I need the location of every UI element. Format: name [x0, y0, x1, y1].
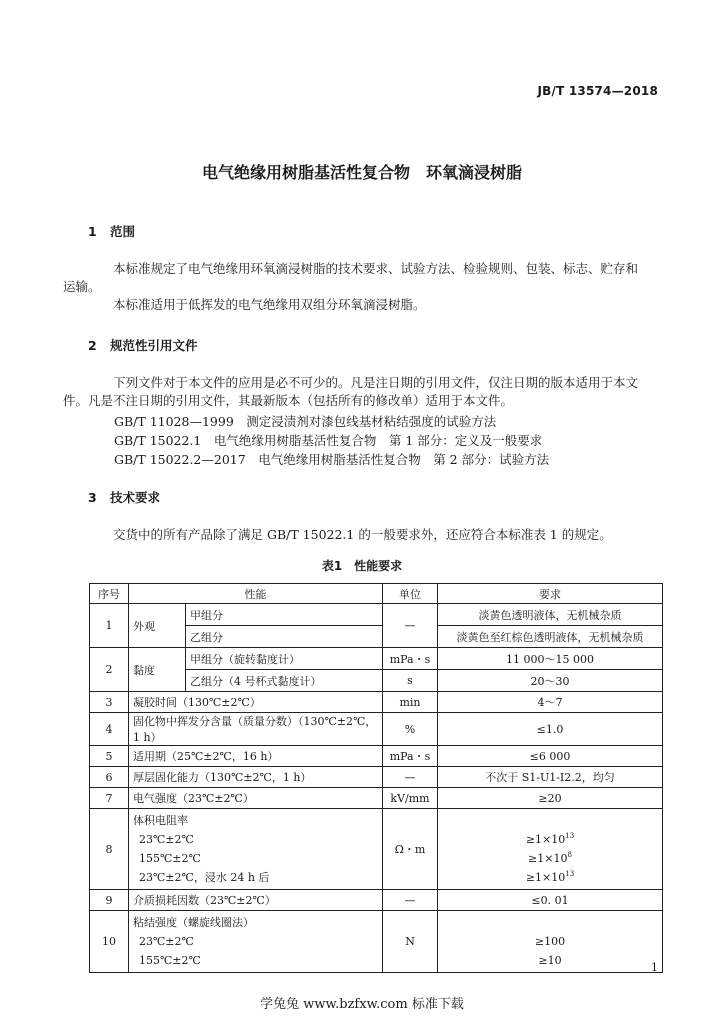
requirement-cell: ≤1.0	[438, 713, 663, 746]
requirement-cell	[438, 911, 663, 973]
property-cell: 介质损耗因数（23℃±2℃）	[129, 890, 383, 911]
scope-paragraph-1	[63, 260, 660, 296]
row-number: 3	[90, 692, 129, 713]
unit-cell: Ω・m	[383, 809, 438, 890]
header-requirement: 要求	[438, 584, 663, 604]
row-number: 10	[90, 911, 129, 973]
sub-property-cell: 乙组分	[186, 626, 383, 648]
requirement-cell: 淡黄色至红棕色透明液体，无机械杂质	[438, 626, 663, 648]
table-row	[90, 890, 663, 911]
sub-property-cell: 甲组分	[186, 604, 383, 626]
header-no: 序号	[90, 584, 129, 604]
requirement-cell: ≤0. 01	[438, 890, 663, 911]
requirement-line: $\ge 1\times 10^{13}$	[525, 832, 575, 846]
property-cell	[129, 911, 383, 973]
requirement-cell: ≥20	[438, 788, 663, 809]
requirement-line: ≥10	[538, 954, 562, 967]
property-cell: 凝胶时间（130℃±2℃）	[129, 692, 383, 713]
unit-cell: min	[383, 692, 438, 713]
row-number: 4	[90, 713, 129, 746]
performance-table	[89, 583, 663, 973]
unit-cell: —	[383, 604, 438, 648]
property-cell: 厚层固化能力（130℃±2℃，1 h）	[129, 767, 383, 788]
reference-item: GB/T 15022.1 电气绝缘用树脂基活性复合物 第 1 部分：定义及一般要求	[114, 433, 543, 448]
table-row	[90, 648, 663, 670]
unit-cell: mPa・s	[383, 648, 438, 670]
section-1-heading	[88, 222, 135, 240]
section-3-heading	[88, 488, 160, 506]
text-line: 本标准规定了电气绝缘用环氧滴浸树脂的技术要求、试验方法、检验规则、包装、标志、贮存和	[113, 261, 639, 276]
property-cell: 固化物中挥发分含量（质量分数）（130℃±2℃，1 h）	[129, 713, 383, 746]
requirement-cell: 11 000～15 000	[438, 648, 663, 670]
property-cell	[129, 809, 383, 890]
requirement-line: $\ge 1\times 10^{13}$	[525, 870, 575, 884]
unit-cell: %	[383, 713, 438, 746]
row-number: 6	[90, 767, 129, 788]
condition-line: 23℃±2℃	[139, 935, 194, 948]
condition-line: 23℃±2℃，浸水 24 h 后	[139, 871, 270, 884]
property-cell: 电气强度（23℃±2℃）	[129, 788, 383, 809]
section-title: 规范性引用文件	[110, 338, 198, 353]
unit-cell: —	[383, 890, 438, 911]
scope-paragraph-2: 本标准适用于低挥发的电气绝缘用双组分环氧滴浸树脂。	[113, 297, 426, 312]
section-number: 1	[88, 224, 97, 239]
requirement-cell: 4～7	[438, 692, 663, 713]
condition-line: 155℃±2℃	[139, 954, 201, 967]
property-title: 体积电阻率	[133, 814, 188, 827]
header-unit: 单位	[383, 584, 438, 604]
section-title: 范围	[110, 224, 136, 239]
table-row	[90, 911, 663, 973]
row-number: 9	[90, 890, 129, 911]
table-row	[90, 767, 663, 788]
row-number: 7	[90, 788, 129, 809]
condition-line: 23℃±2℃	[139, 833, 194, 846]
property-cell: 外观	[129, 604, 186, 648]
page-number: 1	[651, 961, 658, 974]
table-row	[90, 604, 663, 626]
requirement-cell: 淡黄色透明液体，无机械杂质	[438, 604, 663, 626]
tech-requirements-paragraph: 交货中的所有产品除了满足 GB/T 15022.1 的一般要求外，还应符合本标准表 1 的规定。	[113, 527, 612, 542]
references-paragraph	[63, 374, 660, 410]
section-number: 3	[88, 490, 97, 505]
sub-property-cell: 甲组分（旋转黏度计）	[186, 648, 383, 670]
property-cell: 适用期（25℃±2℃，16 h）	[129, 746, 383, 767]
table-header-row	[90, 584, 663, 604]
unit-cell: —	[383, 767, 438, 788]
requirement-cell: ≤6 000	[438, 746, 663, 767]
reference-item: GB/T 11028—1999 测定浸渍剂对漆包线基材粘结强度的试验方法	[114, 414, 497, 429]
text-line: 运输。	[63, 279, 101, 294]
text-line: 件。凡是不注日期的引用文件，其最新版本（包括所有的修改单）适用于本文件。	[63, 393, 514, 408]
requirement-cell: 20～30	[438, 670, 663, 692]
section-number: 2	[88, 338, 97, 353]
unit-cell: mPa・s	[383, 746, 438, 767]
table-row	[90, 746, 663, 767]
requirement-cell	[438, 809, 663, 890]
table-row	[90, 713, 663, 746]
sub-property-cell: 乙组分（4 号杯式黏度计）	[186, 670, 383, 692]
table-row	[90, 788, 663, 809]
requirement-cell: 不次于 S1-U1-I2.2，均匀	[438, 767, 663, 788]
reference-item: GB/T 15022.2—2017 电气绝缘用树脂基活性复合物 第 2 部分：试验方法	[114, 452, 550, 467]
section-2-heading	[88, 336, 198, 354]
unit-cell: N	[383, 911, 438, 973]
requirement-line: $\ge 1\times 10^8$	[528, 851, 572, 865]
row-number: 2	[90, 648, 129, 692]
requirement-line: ≥100	[534, 935, 566, 948]
standard-code: JB/T 13574—2018	[537, 84, 658, 98]
table-caption: 表1 性能要求	[321, 559, 403, 573]
row-number: 1	[90, 604, 129, 648]
section-title: 技术要求	[110, 490, 161, 505]
property-title: 粘结强度（螺旋线圈法）	[133, 916, 254, 929]
footer-watermark: 学兔兔 www.bzfxw.com 标准下载	[260, 997, 464, 1012]
row-number: 5	[90, 746, 129, 767]
unit-cell: kV/mm	[383, 788, 438, 809]
document-title: 电气绝缘用树脂基活性复合物 环氧滴浸树脂	[201, 163, 522, 182]
unit-cell: s	[383, 670, 438, 692]
table-row	[90, 809, 663, 890]
header-property: 性能	[129, 584, 383, 604]
text-line: 下列文件对于本文件的应用是必不可少的。凡是注日期的引用文件，仅注日期的版本适用于本文	[113, 375, 639, 390]
table-row	[90, 692, 663, 713]
condition-line: 155℃±2℃	[139, 852, 201, 865]
row-number: 8	[90, 809, 129, 890]
property-cell: 黏度	[129, 648, 186, 692]
